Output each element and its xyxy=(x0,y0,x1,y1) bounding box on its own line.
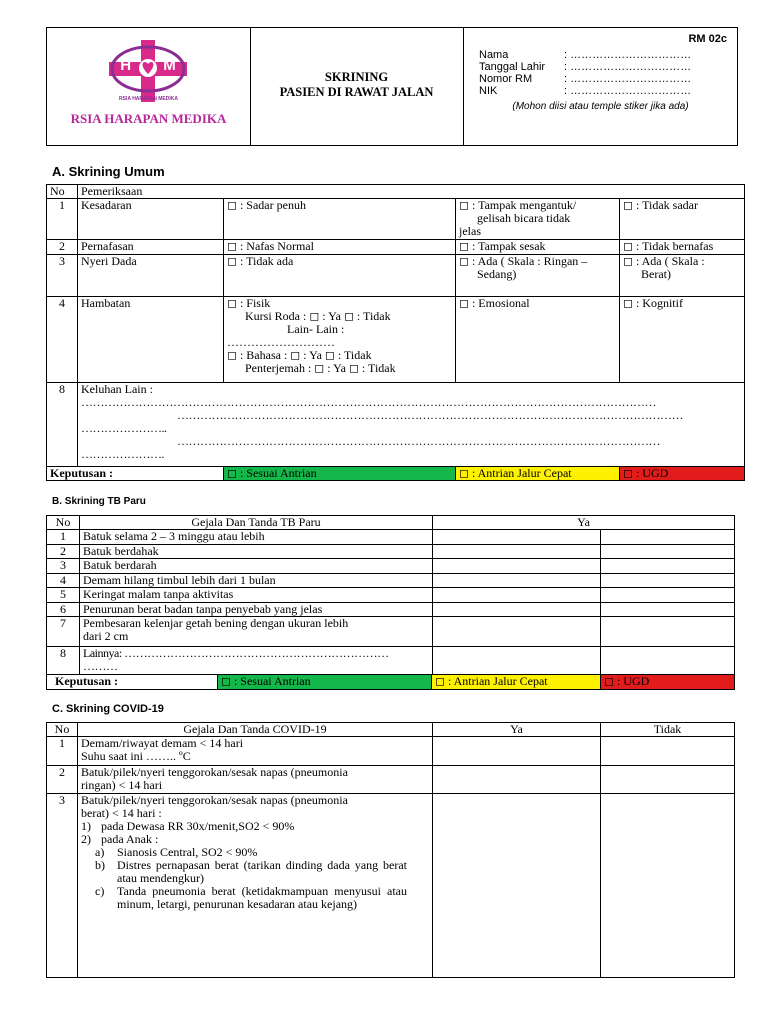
table-row xyxy=(47,603,735,617)
row-symptom xyxy=(78,766,433,794)
table-row xyxy=(47,766,735,794)
symptom-line: dari 2 cm xyxy=(83,629,129,643)
answer-ya[interactable] xyxy=(433,559,601,574)
row-no: 7 xyxy=(47,617,80,647)
row-no: 4 xyxy=(47,574,80,588)
row-no: 8 xyxy=(47,647,80,675)
option-antrian-jalur-cepat[interactable]: ◻ : Antrian Jalur Cepat xyxy=(456,467,620,481)
hospital-logo-cell xyxy=(47,28,251,145)
list-number: 1) xyxy=(81,819,91,833)
table-row xyxy=(47,255,745,297)
answer-tidak[interactable] xyxy=(601,617,735,647)
answer-tidak[interactable] xyxy=(601,530,735,545)
section-b-decision xyxy=(46,674,735,690)
section-b-table xyxy=(46,515,735,530)
id-row-nama xyxy=(479,49,691,61)
option-line: ◻ : Tampak mengantuk/ xyxy=(459,198,577,212)
form-title-line2: PASIEN DI RAWAT JALAN xyxy=(279,85,434,99)
tanggal-lahir-field[interactable]: : …………………………… xyxy=(564,61,692,73)
checkbox-ada-berat[interactable] xyxy=(620,255,745,297)
answer-ya[interactable] xyxy=(433,530,601,545)
id-label: NIK xyxy=(479,85,498,97)
option-ugd[interactable]: ◻ : UGD xyxy=(601,675,735,690)
row-symptom: Demam hilang timbul lebih dari 1 bulan xyxy=(80,574,433,588)
row-no: 2 xyxy=(47,545,80,559)
sub-item-text: Tanda pneumonia berat (ketidakmampuan menyusui atau minum, letargi, penurunan kesadaran atau kejang) xyxy=(117,884,407,911)
decision-label: Keputusan : xyxy=(47,675,218,690)
row-no: 8 xyxy=(47,383,78,467)
nomor-rm-field[interactable]: : …………………………… xyxy=(564,73,692,85)
row-item: Keluhan Lain : xyxy=(81,382,153,396)
table-header-row xyxy=(47,516,735,530)
checkbox-sadar-penuh[interactable]: ◻ : Sadar penuh xyxy=(224,199,456,240)
row-no: 5 xyxy=(47,588,80,603)
col-header-no: No xyxy=(47,723,78,737)
sub-item xyxy=(81,859,429,885)
table-row xyxy=(47,199,745,240)
answer-tidak[interactable] xyxy=(601,794,735,978)
id-row-nik xyxy=(479,85,691,97)
form-title-cell xyxy=(250,28,464,145)
checkbox-fisik[interactable]: ◻ : Fisik xyxy=(227,296,271,310)
table-row xyxy=(47,647,735,675)
answer-tidak[interactable] xyxy=(601,647,735,675)
option-line: ◻ : Ada ( Skala : xyxy=(623,254,705,268)
option-lain-lain: Lain- Lain : xyxy=(287,322,345,336)
option-line: gelisah bicara tidak xyxy=(477,211,571,225)
table-row xyxy=(47,383,745,467)
hambatan-options[interactable] xyxy=(224,297,456,383)
row-symptom xyxy=(80,617,433,647)
option-kursi-roda[interactable]: Kursi Roda : ◻ : Ya ◻ : Tidak xyxy=(245,309,391,323)
answer-tidak[interactable] xyxy=(601,545,735,559)
symptom-line: Suhu saat ini …….. ºC xyxy=(81,749,191,763)
option-sesuai-antrian[interactable]: ◻ : Sesuai Antrian xyxy=(218,675,432,690)
row-item: Pernafasan xyxy=(78,240,224,255)
answer-tidak[interactable] xyxy=(601,603,735,617)
list-letter: b) xyxy=(95,858,105,872)
row-item: Nyeri Dada xyxy=(78,255,224,297)
row-symptom: Penurunan berat badan tanpa penyebab yang jelas xyxy=(80,603,433,617)
row-symptom xyxy=(78,737,433,766)
symptom-line: Batuk/pilek/nyeri tenggorokan/sesak napas (pneumonia xyxy=(81,793,348,807)
symptom-line: Pembesaran kelenjar getah bening dengan ukuran lebih xyxy=(83,616,349,630)
id-label: Nomor RM xyxy=(479,73,533,85)
option-line: ◻ : Ada ( Skala : Ringan – xyxy=(459,254,588,268)
option-penterjemah[interactable]: Penterjemah : ◻ : Ya ◻ : Tidak xyxy=(245,361,396,375)
table-row xyxy=(47,737,735,766)
answer-tidak[interactable] xyxy=(601,766,735,794)
sub-item-text: Sianosis Central, SO2 < 90% xyxy=(117,845,258,859)
col-header-gejala: Gejala Dan Tanda COVID-19 xyxy=(78,723,433,737)
row-no: 3 xyxy=(47,559,80,574)
sub-item-text: pada Dewasa RR 30x/menit,SO2 < 90% xyxy=(101,819,295,833)
checkbox-tidak-bernafas[interactable]: ◻ : Tidak bernafas xyxy=(620,240,745,255)
section-b-title: B. Skrining TB Paru xyxy=(52,496,146,507)
section-a-table xyxy=(46,184,745,481)
row-item: Hambatan xyxy=(78,297,224,383)
decision-row xyxy=(47,467,745,481)
col-header-pemeriksaan: Pemeriksaan xyxy=(78,185,745,199)
row-item: Kesadaran xyxy=(78,199,224,240)
col-header-tidak: Tidak xyxy=(601,723,735,737)
symptom-line: Batuk/pilek/nyeri tenggorokan/sesak napas (pneumonia xyxy=(81,765,348,779)
option-sesuai-antrian[interactable]: ◻ : Sesuai Antrian xyxy=(224,467,456,481)
row-symptom xyxy=(78,794,433,978)
form-title xyxy=(250,70,463,100)
answer-ya[interactable] xyxy=(433,647,601,675)
col-header-no: No xyxy=(47,516,80,530)
checkbox-nafas-normal[interactable]: ◻ : Nafas Normal xyxy=(224,240,456,255)
option-line: Berat) xyxy=(641,267,671,281)
fill-line: …………………………………………………………………………………………………………………………………… xyxy=(81,395,656,409)
id-row-tanggal-lahir xyxy=(479,61,691,73)
row-no: 1 xyxy=(47,737,78,766)
checkbox-kognitif[interactable]: ◻ : Kognitif xyxy=(620,297,745,383)
table-header-row xyxy=(47,185,745,199)
checkbox-tidak-ada[interactable]: ◻ : Tidak ada xyxy=(224,255,456,297)
patient-id-cell xyxy=(464,28,737,145)
row-no: 6 xyxy=(47,603,80,617)
sub-item xyxy=(81,885,429,911)
checkbox-emosional[interactable]: ◻ : Emosional xyxy=(456,297,620,383)
fill-line: ……………………………………………………………………………………………………………… xyxy=(177,434,660,448)
table-header-row xyxy=(47,723,735,737)
row-no: 2 xyxy=(47,240,78,255)
form-header xyxy=(46,27,738,146)
symptom-line: ringan) < 14 hari xyxy=(81,778,163,792)
answer-tidak[interactable] xyxy=(601,737,735,766)
answer-tidak[interactable] xyxy=(601,574,735,588)
answer-ya[interactable] xyxy=(433,545,601,559)
row-symptom: Batuk berdahak xyxy=(80,545,433,559)
answer-ya[interactable] xyxy=(433,617,601,647)
checkbox-tampak-mengantuk[interactable] xyxy=(456,199,620,240)
row-symptom: Keringat malam tanpa aktivitas xyxy=(80,588,433,603)
row-symptom: Batuk selama 2 – 3 minggu atau lebih xyxy=(80,530,433,545)
form-title-line1: SKRINING xyxy=(324,70,389,84)
list-number: 2) xyxy=(81,832,91,846)
col-header-gejala: Gejala Dan Tanda TB Paru xyxy=(80,516,433,530)
checkbox-bahasa[interactable]: ◻ : Bahasa : ◻ : Ya ◻ : Tidak xyxy=(227,348,372,362)
row-no: 3 xyxy=(47,794,78,978)
logo-caption: RSIA HARAPAN MEDIKA xyxy=(119,96,178,102)
row-no: 1 xyxy=(47,199,78,240)
row-no: 2 xyxy=(47,766,78,794)
answer-tidak[interactable] xyxy=(601,559,735,574)
table-row xyxy=(47,545,735,559)
table-row xyxy=(47,617,735,647)
table-row xyxy=(47,530,735,545)
row-no: 4 xyxy=(47,297,78,383)
table-row xyxy=(47,297,745,383)
section-b-rows xyxy=(46,529,735,675)
nik-field[interactable]: : …………………………… xyxy=(564,85,692,97)
answer-ya[interactable] xyxy=(433,737,601,766)
answer-ya[interactable] xyxy=(433,574,601,588)
section-c-title: C. Skrining COVID-19 xyxy=(52,703,164,715)
id-row-nomor-rm xyxy=(479,73,691,85)
section-a-title: A. Skrining Umum xyxy=(52,164,165,179)
form-code: RM 02c xyxy=(688,33,727,45)
row-symptom: Batuk berdarah xyxy=(80,559,433,574)
col-header-ya: Ya xyxy=(433,516,735,530)
id-label: Nama xyxy=(479,49,509,61)
symptom-line: Demam/riwayat demam < 14 hari xyxy=(81,736,244,750)
row-no: 3 xyxy=(47,255,78,297)
hospital-name: RSIA HARAPAN MEDIKA xyxy=(70,111,227,126)
list-letter: a) xyxy=(95,845,105,859)
decision-row xyxy=(47,675,735,690)
fill-line[interactable]: ……………………… xyxy=(227,335,335,349)
col-header-ya: Ya xyxy=(433,723,601,737)
fill-line: …………………. xyxy=(81,447,164,461)
decision-label: Keputusan : xyxy=(47,467,224,481)
logo-initials: H M xyxy=(120,57,190,74)
fill-line: ……… xyxy=(83,659,118,673)
row-no: 1 xyxy=(47,530,80,545)
checkbox-tampak-sesak[interactable]: ◻ : Tampak sesak xyxy=(456,240,620,255)
answer-ya[interactable] xyxy=(433,588,601,603)
nama-field[interactable]: : …………………………… xyxy=(564,49,692,61)
checkbox-tidak-sadar[interactable]: ◻ : Tidak sadar xyxy=(620,199,745,240)
col-header-no: No xyxy=(47,185,78,199)
answer-ya[interactable] xyxy=(433,766,601,794)
table-row xyxy=(47,794,735,978)
id-label: Tanggal Lahir xyxy=(479,61,546,73)
sticker-note: (Mohon diisi atau temple stiker jika ada) xyxy=(512,101,689,112)
sub-item-text: Distres pernapasan berat (tarikan dinding dada yang berat atau mendengkur) xyxy=(117,858,407,885)
list-letter: c) xyxy=(95,884,105,898)
symptom-line: Lainnya: …………………………………………………………… xyxy=(83,646,389,660)
answer-ya[interactable] xyxy=(433,603,601,617)
keluhan-lain-field[interactable] xyxy=(78,383,745,467)
option-line: Sedang) xyxy=(477,267,517,281)
table-row xyxy=(47,240,745,255)
answer-ya[interactable] xyxy=(433,794,601,978)
symptom-line: berat) < 14 hari : xyxy=(81,806,162,820)
option-ugd[interactable]: ◻ : UGD xyxy=(620,467,745,481)
option-line: jelas xyxy=(459,224,481,238)
table-row xyxy=(47,559,735,574)
fill-line: ………………….. xyxy=(81,421,167,435)
answer-tidak[interactable] xyxy=(601,588,735,603)
lainnya-field[interactable] xyxy=(80,647,433,675)
table-row xyxy=(47,588,735,603)
section-c-table xyxy=(46,722,735,978)
option-antrian-jalur-cepat[interactable]: ◻ : Antrian Jalur Cepat xyxy=(432,675,601,690)
sub-item-text: pada Anak : xyxy=(101,832,159,846)
table-row xyxy=(47,574,735,588)
checkbox-ada-ringan-sedang[interactable] xyxy=(456,255,620,297)
fill-line: …………………………………………………………………………………………………………………… xyxy=(177,408,683,422)
